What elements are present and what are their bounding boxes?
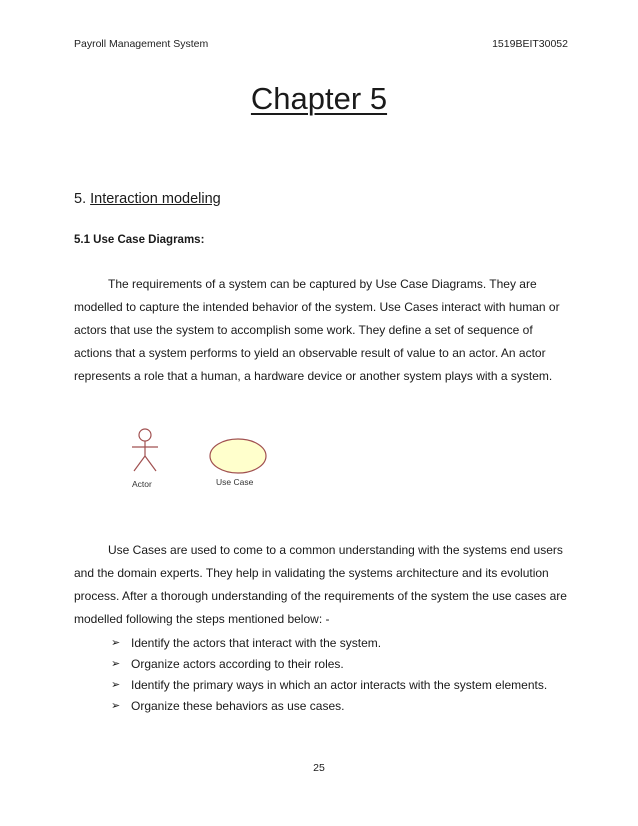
arrow-bullet-icon: ➢ xyxy=(111,637,121,649)
section-number: 5. xyxy=(74,191,91,207)
list-item: ➢ Organize these behaviors as use cases. xyxy=(111,696,571,717)
actor-label: Actor xyxy=(132,479,152,489)
use-case-ellipse-icon xyxy=(210,439,266,473)
use-case-label: Use Case xyxy=(216,477,254,487)
arrow-bullet-icon: ➢ xyxy=(111,658,121,670)
section-title: Interaction modeling xyxy=(90,191,221,207)
header-id: 1519BEIT30052 xyxy=(492,38,568,50)
chapter-title: Chapter 5 xyxy=(250,81,388,116)
notation-graphic xyxy=(110,420,300,482)
use-case-notation-figure xyxy=(110,420,300,496)
arrow-bullet-icon: ➢ xyxy=(111,700,121,712)
actor-stick-figure-icon xyxy=(132,429,158,471)
paragraph-use-cases: Use Cases are used to come to a common understanding with the systems end users and the domain experts. They help in validating the systems architecture and its evolution process. After a thorough understanding of the requirements of the system the use cases are modelled following the steps mentioned below: - xyxy=(74,543,567,626)
header-title: Payroll Management System xyxy=(74,38,209,50)
list-item: ➢ Identify the actors that interact with the system. xyxy=(111,633,571,654)
subsection-heading: 5.1 Use Case Diagrams: xyxy=(74,234,205,246)
paragraph-intro: The requirements of a system can be captured by Use Case Diagrams. They are modelled to capture the intended behavior of the system. Use Cases interact with human or actors that use the system to accomplish some work. They define a set of sequence of actions that a system performs to yield an observable result of value to an actor. An actor represents a role that a human, a hardware device or another system plays with a system. xyxy=(74,277,560,383)
steps-list xyxy=(111,633,571,717)
list-item: ➢ Identify the primary ways in which an actor interacts with the system elements. xyxy=(111,675,571,696)
arrow-bullet-icon: ➢ xyxy=(111,679,121,691)
page-number: 25 xyxy=(313,762,325,774)
list-item: ➢ Organize actors according to their roles. xyxy=(111,654,571,675)
section-heading xyxy=(74,191,221,207)
chapter-heading xyxy=(0,80,638,118)
